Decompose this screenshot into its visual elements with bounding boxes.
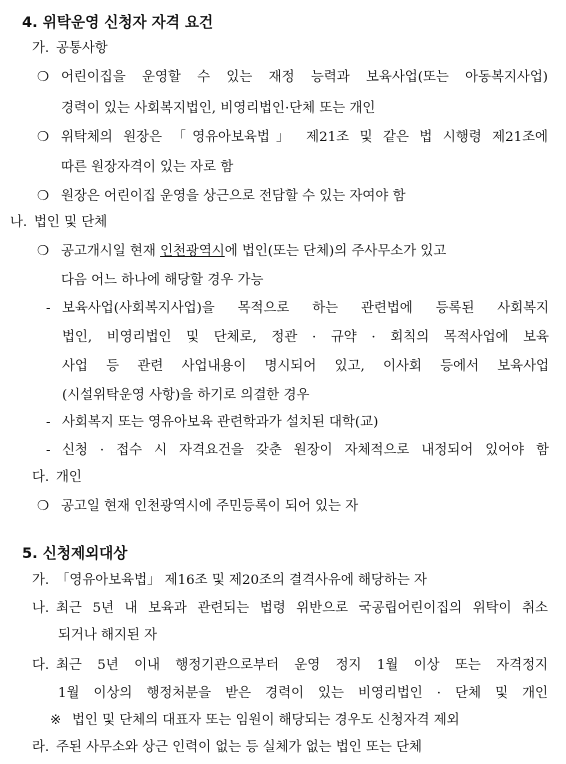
dash-marker: - xyxy=(46,301,51,316)
sec4-na-d1-line3: 사업 등 관련 사업내용이 명시되어 있고, 이사회 등에서 보육사업 xyxy=(62,359,549,374)
sec4-ga-b2-line2: 따른 원장자격이 있는 자로 함 xyxy=(61,160,234,175)
circle-bullet-icon: ❍ xyxy=(37,130,50,145)
sec4-na-d1-line1: - 보육사업(사회복지사업)을 목적으로 하는 관련법에 등록된 사회복지 xyxy=(0,296,566,322)
circle-bullet-icon: ❍ xyxy=(37,70,50,85)
circle-bullet-icon: ❍ xyxy=(37,499,50,514)
item-marker: 라. xyxy=(32,740,50,755)
sec4-na-d2-line1: - 사회복지 또는 영유아보육 관련학과가 설치된 대학(교) xyxy=(0,410,566,436)
section-4-heading: 4. 위탁운영 신청자 자격 요건 xyxy=(22,14,214,31)
item-label: 개인 xyxy=(56,470,82,485)
sec4-da-heading xyxy=(0,465,566,491)
sec4-na-d3-line1: - 신청 · 접수 시 자격요건을 갖춘 원장이 자체적으로 내정되어 있어야 함 xyxy=(0,438,566,464)
sec5-da-line2: 1월 이상의 행정처분을 받은 경력이 있는 비영리법인 · 단체 및 개인 xyxy=(58,686,548,701)
sec5-na-line2: 되거나 해지된 자 xyxy=(58,628,158,643)
sec4-na-d1-line4: (시설위탁운영 사항)을 하기로 의결한 경우 xyxy=(62,388,310,403)
sec5-ra-line1: 라. 주된 사무소와 상근 인력이 없는 등 실체가 없는 법인 또는 단체 xyxy=(0,735,566,761)
sec5-note-line1: ※ 법인 및 단체의 대표자 또는 임원이 해당되는 경우도 신청자격 제외 xyxy=(0,708,566,734)
sec4-ga-heading xyxy=(0,36,566,62)
sec4-ga-b1-line2: 경력이 있는 사회복지법인, 비영리법인·단체 또는 개인 xyxy=(61,101,376,116)
sec5-ga-line1: 가. 「영유아보육법」 제16조 및 제20조의 결격사유에 해당하는 자 xyxy=(0,568,566,594)
dash-marker: - xyxy=(46,415,51,430)
section-5-heading: 5. 신청제외대상 xyxy=(22,545,128,562)
sec5-na-line1: 나. 최근 5년 내 보육과 관련되는 법령 위반으로 국공립어린이집의 위탁이 취소 xyxy=(0,596,566,622)
circle-bullet-icon: ❍ xyxy=(37,189,50,204)
sec4-ga-b1-line1: ❍ 어린이집을 운영할 수 있는 재정 능력과 보육사업(또는 아동복지사업) xyxy=(0,65,566,91)
item-marker: 다. xyxy=(32,658,50,673)
item-marker: 가. xyxy=(32,41,50,56)
item-marker: 나. xyxy=(32,601,50,616)
item-label: 법인 및 단체 xyxy=(34,215,108,230)
dash-marker: - xyxy=(46,443,51,458)
sec4-na-heading xyxy=(0,210,566,236)
sec5-da-line1: 다. 최근 5년 이내 행정기관으로부터 운영 정지 1월 이상 또는 자격정지 xyxy=(0,653,566,679)
item-marker: 가. xyxy=(32,573,50,588)
item-marker: 다. xyxy=(32,470,50,485)
sec4-da-b1-line1: ❍ 공고일 현재 인천광역시에 주민등록이 되어 있는 자 xyxy=(0,494,566,520)
sec4-na-b1-line1: ❍ 공고개시일 현재 인천광역시에 법인(또는 단체)의 주사무소가 있고 xyxy=(0,239,566,265)
circle-bullet-icon: ❍ xyxy=(37,244,50,259)
reference-mark-icon: ※ xyxy=(50,713,62,728)
item-label: 공통사항 xyxy=(56,41,108,56)
underlined-city: 인천광역시 xyxy=(160,244,225,259)
item-marker: 나. xyxy=(10,215,28,230)
sec4-ga-b3-line1: ❍ 원장은 어린이집 운영을 상근으로 전담할 수 있는 자여야 함 xyxy=(0,184,566,210)
sec4-ga-b2-line1: ❍ 위탁체의 원장은 「영유아보육법」 제21조 및 같은 법 시행령 제21조에 xyxy=(0,125,566,151)
sec4-na-d1-line2: 법인, 비영리법인 및 단체로, 정관 · 규약 · 회칙의 목적사업에 보육 xyxy=(62,330,549,345)
sec4-na-b1-line2: 다음 어느 하나에 해당할 경우 가능 xyxy=(61,273,264,288)
